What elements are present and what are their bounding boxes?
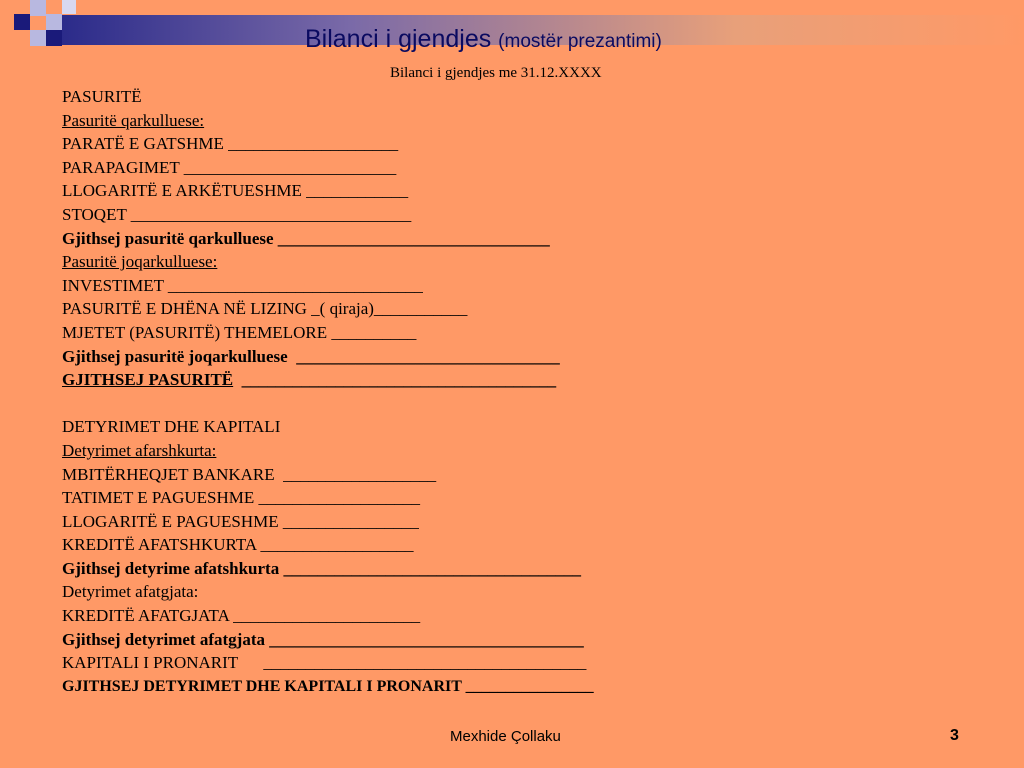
balance-line: STOQET _________________________________ [62, 204, 412, 224]
balance-line: TATIMET E PAGUESHME ___________________ [62, 488, 421, 508]
balance-line: PASURITË E DHËNA NË LIZING _( qiraja)___________ [62, 299, 468, 319]
balance-line: Detyrimet afatgjata: [62, 582, 199, 602]
slide-title-main: Bilanci i gjendjes [305, 25, 492, 53]
balance-line: INVESTIMET ______________________________ [62, 275, 423, 295]
balance-line: MBITËRHEQJET BANKARE __________________ [62, 464, 437, 484]
balance-line: Pasuritë qarkulluese: [62, 110, 205, 130]
blank-line [62, 392, 1002, 416]
slide-subtitle: Bilanci i gjendjes me 31.12.XXXX [390, 65, 602, 81]
page-number: 3 [950, 727, 959, 744]
slide-title-sub: (mostër prezantimi) [498, 31, 662, 52]
balance-line: LLOGARITË E PAGUESHME ________________ [62, 511, 419, 531]
balance-line: GJITHSEJ DETYRIMET DHE KAPITALI I PRONARIT ________________ [62, 677, 594, 695]
balance-line: LLOGARITË E ARKËTUESHME ____________ [62, 181, 409, 201]
balance-line: Pasuritë joqarkulluese: [62, 252, 218, 272]
footer-author: Mexhide Çollaku [450, 728, 561, 745]
balance-line-label: GJITHSEJ PASURITË [62, 370, 234, 390]
balance-line: PARAPAGIMET _________________________ [62, 157, 397, 177]
balance-line: MJETET (PASURITË) THEMELORE __________ [62, 322, 417, 342]
balance-line: PARATË E GATSHME ____________________ [62, 134, 399, 154]
balance-line: Gjithsej pasuritë qarkulluese ________________________________ [62, 228, 550, 248]
balance-line: Detyrimet afarshkurta: [62, 440, 217, 460]
balance-line: KAPITALI I PRONARIT ______________________________________ [62, 653, 587, 673]
balance-line: Gjithsej detyrimet afatgjata _____________________________________ [62, 629, 584, 649]
balance-line: Gjithsej detyrime afatshkurta ___________________________________ [62, 558, 581, 578]
balance-line-blank: _____________________________________ [233, 370, 557, 390]
balance-line: KREDITË AFATGJATA ______________________ [62, 606, 421, 626]
balance-line: DETYRIMET DHE KAPITALI [62, 417, 281, 437]
balance-sheet-list [62, 85, 1002, 698]
balance-line [62, 368, 1002, 392]
slide-title [305, 25, 662, 54]
balance-line: Gjithsej pasuritë joqarkulluese _______________________________ [62, 346, 560, 366]
balance-line: PASURITË [62, 87, 142, 106]
balance-line: KREDITË AFATSHKURTA __________________ [62, 535, 414, 555]
